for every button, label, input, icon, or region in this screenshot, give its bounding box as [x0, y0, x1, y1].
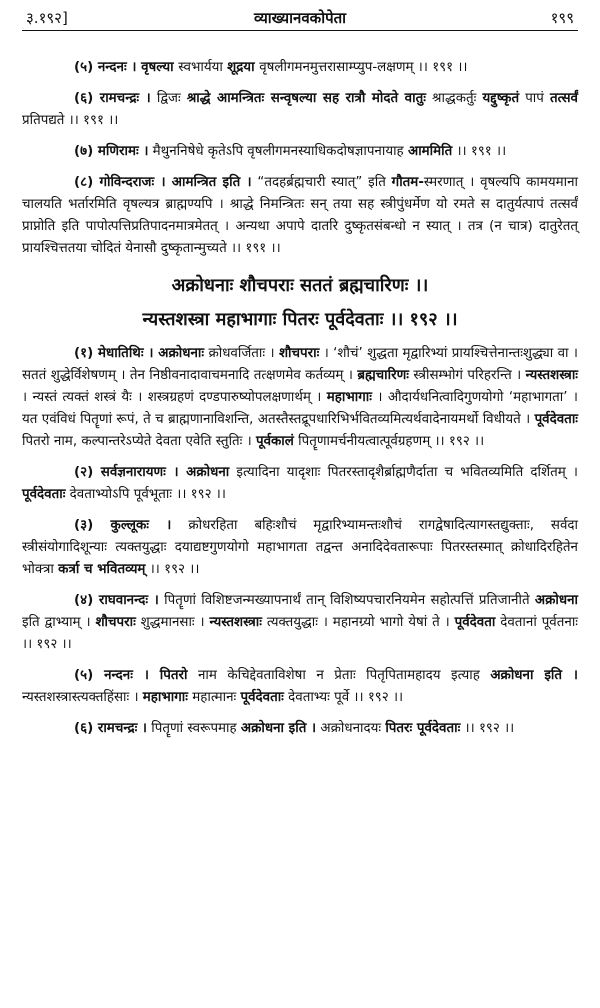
commentary-block-191	[22, 57, 578, 260]
commentary-paragraph	[22, 141, 578, 163]
bold-text: कर्त्रा च भवितव्यम्	[58, 562, 146, 577]
bold-text: शौचपराः	[95, 615, 136, 630]
text-run: महात्मानः	[187, 690, 241, 705]
text-run: पितॄणां स्वरूपमाह	[147, 721, 241, 736]
bold-text: (५) नन्दनः ।	[74, 60, 137, 75]
text-run: स्वभार्यया	[178, 60, 228, 75]
bold-text: आमन्त्रित इति ।	[165, 175, 252, 190]
bold-text: गौतम-	[391, 175, 424, 190]
bold-text: (३) कुल्लूकः ।	[74, 518, 172, 533]
text-run: । न्यस्तं त्यक्तं शस्त्रं यैः । शस्त्रग्रहणं दण्डपारुष्योपलक्षणार्थम् ।	[22, 390, 327, 405]
bold-text: पितरः पूर्वदेवताः	[385, 721, 461, 736]
text-run: अक्रोधनादयः	[316, 721, 386, 736]
bold-text: अक्रोधना	[534, 593, 578, 608]
commentary-paragraph	[22, 57, 578, 79]
bold-text: अक्रोधना इति ।	[490, 668, 578, 683]
commentary-paragraph	[22, 462, 578, 506]
commentary-paragraph	[22, 718, 578, 740]
text-run: देवतानां पूर्वतनाः ।। १९२ ।।	[22, 615, 578, 652]
verse-line-1: अक्रोधनाः शौचपराः सततं ब्रह्मचारिणः ।।	[171, 275, 429, 296]
text-run: ।। १९१ ।।	[452, 144, 507, 159]
text-run: द्विजः	[150, 91, 187, 106]
commentary-block-192	[22, 343, 578, 740]
bold-text: पितरो	[148, 668, 188, 683]
bold-text: ब्रह्मचारिणः	[357, 368, 409, 383]
bold-text: महाभागाः	[326, 390, 372, 405]
bold-text: पूर्वदेवताः	[22, 487, 66, 502]
bold-text: अक्रोधना	[178, 465, 230, 480]
text-run: मैथुननिषेधे कृतेऽपि वृषलीगमनस्याधिकदोषज्ञापनायाह	[148, 144, 408, 159]
text-run: स्त्रीसम्भोगं परिहरन्ति ।	[409, 368, 526, 383]
bold-text: पूर्वकालं	[255, 434, 294, 449]
bold-text: तत्सर्वं	[550, 91, 578, 106]
bold-text: पूर्वदेवता	[454, 615, 496, 630]
bold-text: महाभागाः	[142, 690, 188, 705]
bold-text: अक्रोधनाः	[153, 346, 205, 361]
bold-text: पूर्वदेवताः	[534, 412, 578, 427]
commentary-paragraph	[22, 172, 578, 260]
bold-text: (६) रामचन्द्रः ।	[74, 91, 151, 106]
bold-text: (५) नन्दनः ।	[74, 668, 149, 683]
text-run: पितॄणां विशिष्टजन्मख्यापनार्थं तान् विशिष्यपचारनियमेन सहोत्पत्तिं प्रतिजानीते	[158, 593, 535, 608]
text-run: पितॄणामर्चनीयत्वात्पूर्वग्रहणम् ।। १९२ ।।	[293, 434, 485, 449]
running-header	[22, 6, 578, 31]
text-run: वृषलीगमनमुत्तरासाम्प्युप-लक्षणम् ।। १९१ ।।	[259, 60, 468, 75]
bold-text: अक्रोधना इति ।	[240, 721, 317, 736]
bold-text: (८) गोविन्दराजः ।	[74, 175, 166, 190]
verse-192	[22, 269, 578, 337]
bold-text: न्यस्तशस्त्राः	[525, 368, 578, 383]
bold-text: न्यस्तशस्त्राः	[209, 615, 262, 630]
text-run: “तदहर्ब्रह्मचारी स्यात्” इति	[251, 175, 392, 190]
commentary-paragraph	[22, 590, 578, 656]
bold-text: शौचपराः	[278, 346, 320, 361]
bold-text: आममिति	[407, 144, 453, 159]
running-title: व्याख्यानवकोपेता	[253, 9, 347, 27]
text-run: देवताभ्योऽपि पूर्वभूताः ।। १९२ ।।	[65, 487, 226, 502]
verse-reference: ३.१९२]	[26, 9, 68, 27]
bold-text: (२) सर्वज्ञनारायणः ।	[74, 465, 179, 480]
page-content	[22, 57, 578, 740]
text-run: पापं	[519, 91, 551, 106]
bold-text: वृषल्या	[136, 60, 179, 75]
verse-line-2: न्यस्तशस्त्रा महाभागाः पितरः पूर्वदेवताः ।। १९२ ।।	[142, 309, 458, 330]
text-run: इत्यादिना यादृशाः पितरस्तादृशैर्ब्राह्मणैर्दाता च भवितव्यमिति दर्शितम् ।	[229, 465, 578, 480]
text-run: क्रोधरहिता बहिःशौचं मृद्वारिभ्यामन्तःशौचं रागद्वेषादित्यागस्तद्युक्ताः, सर्वदा स्त्रीसंयोगादिशून्याः त्यक्तयुद्धाः दयाद्यष्टगुणयोगो महाभागता तद्वन्त अनादिदेवतारूपाः पितरस्तस्मात् क्रोधादिरहितेन भोक्त्रा	[22, 518, 578, 577]
text-run: । ‘शौचं’ शुद्धता मृद्वारिभ्यां प्रायश्चित्तेनान्तःशुद्ध्या वा । सततं शुद्धेर्विशेषणम् । तेन निष्ठीवनादावाचमनादि तत्क्षणमेव कर्तव्यम् ।	[22, 346, 578, 383]
commentary-paragraph	[22, 343, 578, 453]
text-run: । औदार्यधनित्वादिगुणयोगो ‘महाभागता’ । यत एवंविधं पितॄणां रूपं, ते च ब्राह्मणानाविशन्ति, अतस्तैस्तद्रूपधारिभिर्भवितव्यमित्यर्थवादेनायमर्थो विधीयते ।	[22, 390, 578, 427]
bold-text: (६) रामचन्द्रः ।	[74, 721, 148, 736]
text-run: न्यस्तशस्त्रास्त्यक्तहिंसाः ।	[22, 690, 143, 705]
bold-text: (७) मणिरामः ।	[74, 144, 149, 159]
text-run: इति द्वाभ्याम् ।	[22, 615, 96, 630]
text-run: क्रोधवर्जिताः ।	[204, 346, 279, 361]
page-number: १९९	[550, 9, 574, 27]
text-run: शुद्धमानसाः ।	[135, 615, 210, 630]
bold-text: श्राद्धे आमन्त्रितः सन्वृषल्या सह रात्रौ मोदते वातुः	[186, 91, 426, 106]
text-run: प्रतिपद्यते ।। १९१ ।।	[22, 113, 119, 128]
text-run: ।। १९२ ।।	[145, 562, 200, 577]
bold-text: (१) मेधातिथिः ।	[74, 346, 154, 361]
bold-text: यद्दुष्कृतं	[482, 91, 520, 106]
text-run: पितरो नाम, कल्पान्तरेऽप्येते देवता एवेति स्तुतिः ।	[22, 434, 256, 449]
commentary-paragraph	[22, 665, 578, 709]
bold-text: पूर्वदेवताः	[240, 690, 284, 705]
text-run: त्यक्तयुद्धाः । महानग्र्यो भागो येषां ते ।	[261, 615, 455, 630]
text-run: स्मरणात् । वृषल्यपि कामयमाना चालयति भर्तारमिति वृषल्यत्र ब्राह्मण्यपि । श्राद्धे निमन्त्रितः सन् तया सह स्त्रीपुंधर्मेण यो रमते स दातुर्यत्पापं तत्सर्वं प्राप्नोति इति पापोत्पत्तिप्रतिपादनमात्रमेतत् । अन्यथा अपापे दातरि दुष्कृतसंबन्धो न स्यात् । तत्र (न चात्र) दातुरेतत् प्रायश्चित्ततया चोदितं येनासौ दुष्कृतान्मुच्यते ।। १९१ ।।	[22, 175, 578, 256]
text-run: नाम केचिद्देवताविशेषा न प्रेताः पितृपितामहादय इत्याह	[187, 668, 491, 683]
text-run: श्राद्धकर्तुः	[425, 91, 483, 106]
bold-text: शूद्रया	[227, 60, 260, 75]
commentary-paragraph	[22, 88, 578, 132]
text-run: ।। १९२ ।।	[460, 721, 515, 736]
commentary-paragraph	[22, 515, 578, 581]
text-run: देवताभ्यः पूर्वे ।। १९२ ।।	[283, 690, 404, 705]
bold-text: (४) राघवानन्दः ।	[74, 593, 159, 608]
